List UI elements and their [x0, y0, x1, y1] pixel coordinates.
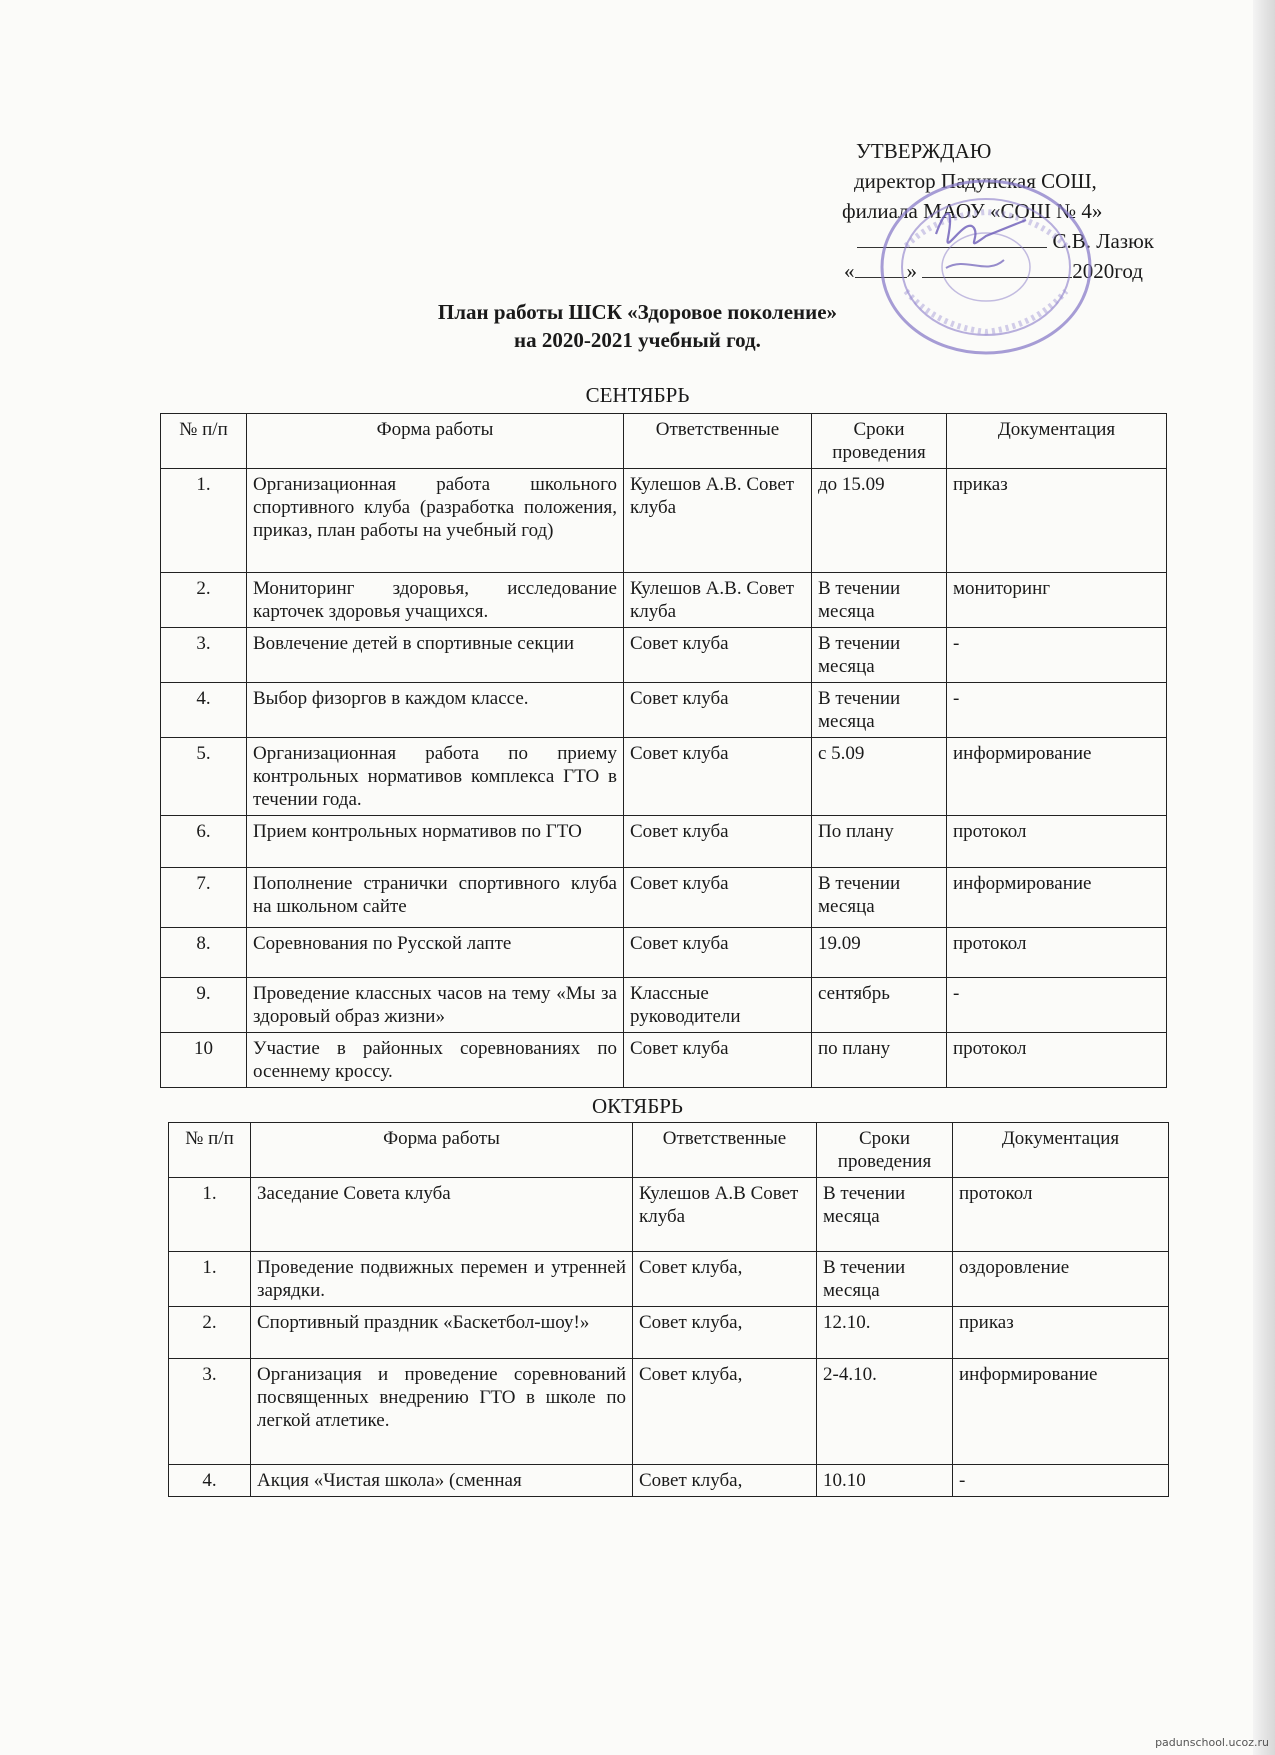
plan-table-september	[160, 413, 1167, 1088]
header-form: Форма работы	[247, 414, 624, 469]
header-num: № п/п	[169, 1123, 251, 1178]
plan-title-line-2: на 2020-2021 учебный год.	[514, 328, 761, 352]
approval-line-1: УТВЕРЖДАЮ	[856, 139, 992, 163]
table-row: 2. Спортивный праздник «Баскетбол-шоу!» Совет клуба, 12.10. приказ	[169, 1307, 1169, 1359]
table-row: 2. Мониторинг здоровья, исследование карточек здоровья учащихся. Кулешов А.В. Совет клуба В течении месяца мониторинг	[161, 573, 1167, 628]
table-row: 1. Проведение подвижных перемен и утренней зарядки. Совет клуба, В течении месяца оздоровление	[169, 1252, 1169, 1307]
header-resp: Ответственные	[633, 1123, 817, 1178]
table-row: 7. Пополнение странички спортивного клуба на школьном сайте Совет клуба В течении месяца информирование	[161, 868, 1167, 928]
watermark-url: padunschool.ucoz.ru	[1155, 1736, 1269, 1749]
table-row: 1. Организационная работа школьного спортивного клуба (разработка положения, приказ, план работы на учебный год) Кулешов А.В. Совет клуба до 15.09 приказ	[161, 469, 1167, 573]
table-row: 10 Участие в районных соревнованиях по осеннему кроссу. Совет клуба по плану протокол	[161, 1033, 1167, 1088]
table-row: 4. Акция «Чистая школа» (сменная Совет клуба, 10.10 -	[169, 1465, 1169, 1497]
approval-year: 2020год	[1072, 259, 1143, 283]
header-term: Сроки проведения	[812, 414, 947, 469]
approval-date-line: « » 2020год	[844, 259, 1143, 283]
header-term: Сроки проведения	[817, 1123, 953, 1178]
scan-edge	[1253, 0, 1275, 1755]
header-form: Форма работы	[251, 1123, 633, 1178]
approval-line-2: директор Падунская СОШ,	[854, 169, 1097, 193]
table-row: 4. Выбор физоргов в каждом классе. Совет клуба В течении месяца -	[161, 683, 1167, 738]
plan-table-october	[168, 1122, 1169, 1497]
table-row: 8. Соревнования по Русской лапте Совет клуба 19.09 протокол	[161, 928, 1167, 978]
approval-block	[820, 136, 1160, 286]
approval-signature-line	[820, 226, 1160, 256]
month-heading-october: ОКТЯБРЬ	[591, 1094, 683, 1118]
header-doc: Документация	[953, 1123, 1169, 1178]
header-doc: Документация	[947, 414, 1167, 469]
approval-line-3: филиала МАОУ «СОШ № 4»	[842, 199, 1103, 223]
plan-title-line-1: План работы ШСК «Здоровое поколение»	[437, 300, 838, 324]
table-row: 1. Заседание Совета клуба Кулешов А.В Совет клуба В течении месяца протокол	[169, 1178, 1169, 1252]
table-row: 3. Вовлечение детей в спортивные секции Совет клуба В течении месяца -	[161, 628, 1167, 683]
table-row: 9. Проведение классных часов на тему «Мы за здоровый образ жизни» Классные руководители сентябрь -	[161, 978, 1167, 1033]
table-row: 3. Организация и проведение соревнований посвященных внедрению ГТО в школе по легкой атлетике. Совет клуба, 2-4.10. информирование	[169, 1359, 1169, 1465]
month-heading-september: СЕНТЯБРЬ	[585, 383, 690, 407]
header-num: № п/п	[161, 414, 247, 469]
table-row: 5. Организационная работа по приему контрольных нормативов комплекса ГТО в течении года. Совет клуба с 5.09 информирование	[161, 738, 1167, 816]
table-row: 6. Прием контрольных нормативов по ГТО Совет клуба По плану протокол	[161, 816, 1167, 868]
approval-signer: С.В. Лазюк	[1052, 229, 1154, 253]
header-resp: Ответственные	[624, 414, 812, 469]
